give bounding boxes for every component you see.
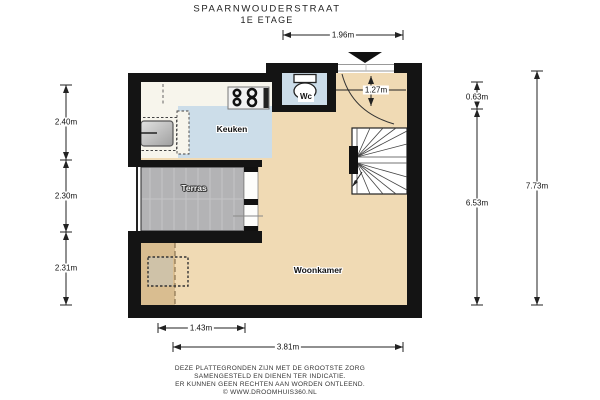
- dim-right-total: 7.73m: [525, 181, 549, 191]
- dim-entry-width: 1.27m: [364, 85, 388, 95]
- stairs-icon: [349, 128, 407, 194]
- dim-bottom-inner: 1.43m: [189, 323, 213, 333]
- room-label-woonkamer: Woonkamer: [293, 265, 343, 275]
- plan-subtitle: 1E ETAGE: [240, 15, 294, 25]
- dim-left-top: 2.40m: [54, 117, 78, 127]
- dim-top-width: 1.96m: [331, 30, 355, 40]
- stove-icon: [228, 87, 269, 109]
- skylight-fill: [148, 257, 173, 286]
- room-label-wc: Wc: [300, 92, 312, 101]
- disclaimer-line-2: SAMENGESTELD EN DIENEN TER INDICATIE.: [194, 373, 346, 380]
- disclaimer-line-1: DEZE PLATTEGRONDEN ZIJN MET DE GROOTSTE ZORG: [174, 365, 366, 372]
- disclaimer-line-3: ER KUNNEN GEEN RECHTEN AAN WORDEN ONTLEEND.: [175, 381, 365, 388]
- dim-left-bottom: 2.31m: [54, 263, 78, 273]
- room-label-keuken: Keuken: [216, 124, 248, 134]
- dim-left-middle: 2.30m: [54, 191, 78, 201]
- dim-right-top: 0.63m: [465, 92, 489, 102]
- dim-right-main: 6.53m: [465, 198, 489, 208]
- room-label-terras: Terras: [181, 183, 207, 193]
- plan-title: SPAARNWOUDERSTRAAT: [193, 3, 341, 15]
- kitchen-area: [133, 82, 272, 158]
- entrance-arrow-icon: [348, 52, 382, 63]
- disclaimer: [65, 365, 475, 397]
- terrace-area: [141, 167, 263, 231]
- dim-bottom-total: 3.81m: [276, 342, 300, 352]
- disclaimer-line-4: © WWW.DROOMHUIS360.NL: [222, 389, 318, 396]
